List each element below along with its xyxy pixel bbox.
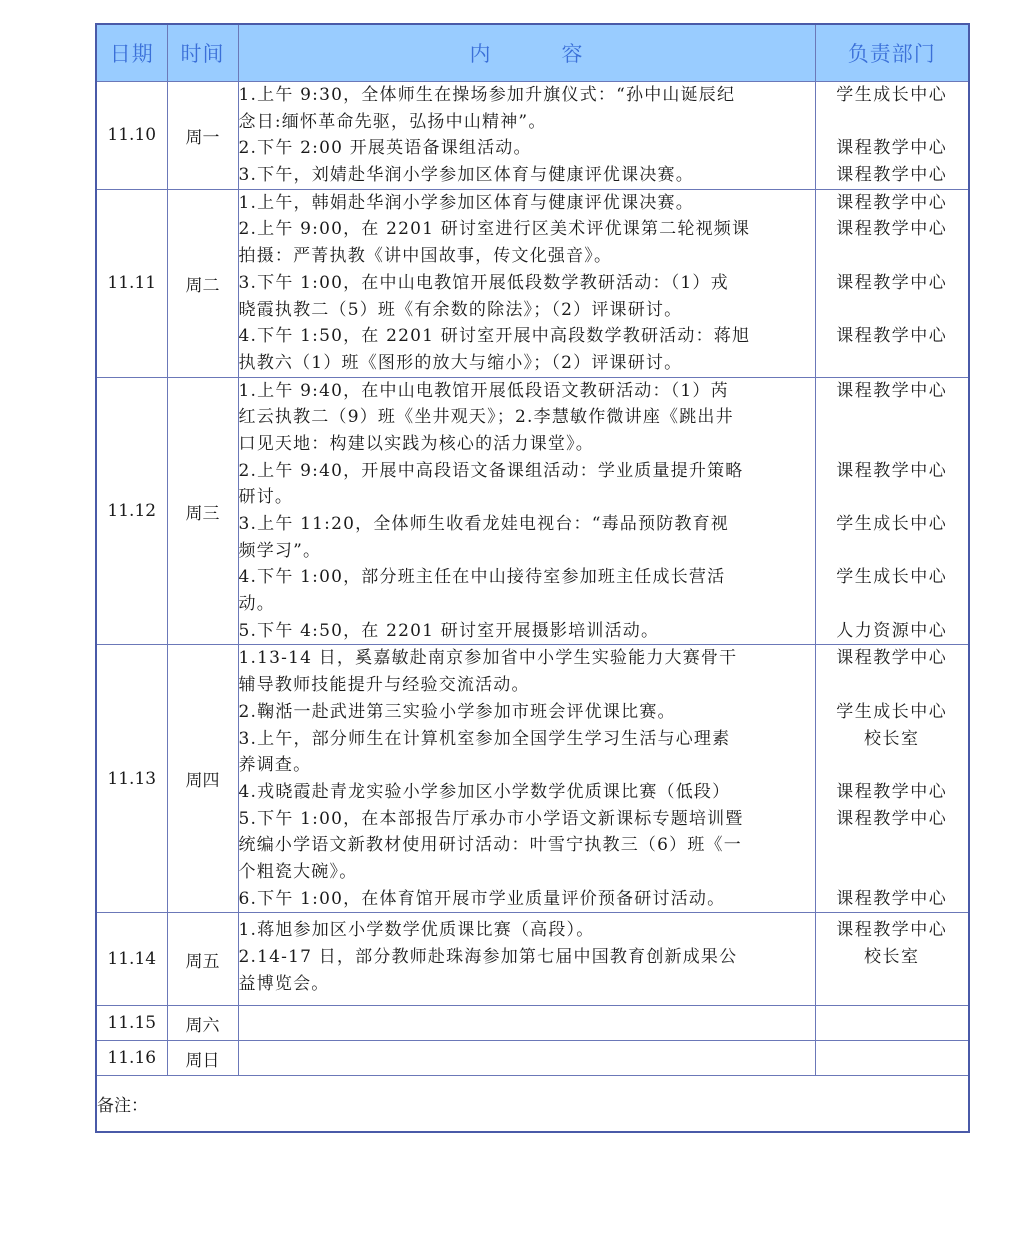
dept-line: 学生成长中心 xyxy=(836,85,948,105)
content-line: 频学习”。 xyxy=(238,540,322,561)
table-row xyxy=(96,377,969,645)
row-day: 周日 xyxy=(167,1041,238,1076)
dept-line: 课程教学中心 xyxy=(836,219,948,240)
dept-line: 课程教学中心 xyxy=(836,781,948,802)
content-line: 4.下午 1:00，部分班主任在中山接待室参加班主任成长营活 xyxy=(238,567,726,588)
content-line: 3.下午，刘婧赴华润小学参加区体育与健康评优课决赛。 xyxy=(238,165,694,186)
content-line: 4.下午 1:50，在 2201 研讨室开展中高段数学教研活动：蒋旭 xyxy=(238,326,751,347)
content-line: 1.上午，韩娟赴华润小学参加区体育与健康评优课决赛。 xyxy=(238,192,694,213)
content-line: 4.戎晓霞赴青龙实验小学参加区小学数学优质课比赛（低段） xyxy=(238,781,731,802)
content-line: 5.下午 1:00，在本部报告厅承办市小学语文新课标专题培训暨 xyxy=(238,808,744,829)
content-line: 5.下午 4:50，在 2201 研讨室开展摄影培训活动。 xyxy=(238,620,660,641)
header-dept: 负责部门 xyxy=(815,24,969,82)
content-line: 3.下午 1:00，在中山电教馆开展低段数学教研活动：（1）戎 xyxy=(238,272,729,293)
content-line: 红云执教二（9）班《坐井观天》；2.李慧敏作微讲座《跳出井 xyxy=(238,407,734,428)
content-line: 3.上午，部分师生在计算机室参加全国学生学习生活与心理素 xyxy=(238,728,731,749)
dept-line xyxy=(816,484,969,511)
row-date: 11.13 xyxy=(96,645,167,913)
header-day: 时间 xyxy=(167,24,238,82)
row-day: 周五 xyxy=(167,913,238,1006)
dept-line xyxy=(816,431,969,458)
dept-line: 学生成长中心 xyxy=(836,567,948,588)
row-day: 周一 xyxy=(167,82,238,190)
row-day: 周四 xyxy=(167,645,238,913)
content-line: 晓霞执教二（5）班《有余数的除法》；（2）评课研讨。 xyxy=(238,299,683,320)
row-content xyxy=(238,82,815,190)
dept-line: 人力资源中心 xyxy=(836,620,948,641)
row-day: 周三 xyxy=(167,377,238,645)
dept-line: 课程教学中心 xyxy=(836,648,948,669)
content-line: 执教六（1）班《图形的放大与缩小》；（2）评课研讨。 xyxy=(238,352,683,373)
content-line: 口见天地：构建以实践为核心的活力课堂》。 xyxy=(238,433,594,454)
table-row xyxy=(96,82,969,190)
content-line: 研讨。 xyxy=(238,487,294,508)
content-line: 辅导教师技能提升与经验交流活动。 xyxy=(238,675,530,696)
content-line: 动。 xyxy=(238,594,275,615)
table-row xyxy=(96,1006,969,1041)
dept-line xyxy=(816,243,969,270)
row-dept xyxy=(815,1041,969,1076)
dept-line: 课程教学中心 xyxy=(836,165,948,186)
row-dept xyxy=(815,1006,969,1041)
row-dept xyxy=(815,645,969,913)
row-content xyxy=(238,1006,815,1041)
content-line: 1.上午 9:40，在中山电教馆开展低段语文教研活动：（1）芮 xyxy=(238,380,729,401)
schedule-body xyxy=(96,82,969,1133)
notes-row xyxy=(96,1076,969,1133)
content-line: 养调查。 xyxy=(238,755,312,776)
row-date: 11.11 xyxy=(96,189,167,377)
row-dept xyxy=(815,82,969,190)
content-line: 拍摄：严菁执教《讲中国故事，传文化强音》。 xyxy=(238,246,613,267)
content-line: 3.上午 11:20，全体师生收看龙娃电视台：“毒品预防教育视 xyxy=(238,514,730,534)
content-line: 1.上午 9:30，全体师生在操场参加升旗仪式：“孙中山诞辰纪 xyxy=(238,85,736,105)
weekly-schedule-sheet xyxy=(95,23,968,1133)
dept-line: 课程教学中心 xyxy=(836,920,948,941)
dept-line xyxy=(816,297,969,324)
row-date: 11.10 xyxy=(96,82,167,190)
dept-line xyxy=(816,971,969,998)
row-content xyxy=(238,377,815,645)
row-date: 11.15 xyxy=(96,1006,167,1041)
content-line: 念日:缅怀革命先驱，弘扬中山精神”。 xyxy=(238,111,547,132)
dept-line: 校长室 xyxy=(864,728,920,749)
content-line: 1.13-14 日，奚嘉敏赴南京参加省中小学生实验能力大赛骨干 xyxy=(238,648,738,669)
row-content xyxy=(238,913,815,1006)
dept-line xyxy=(816,672,969,699)
table-row xyxy=(96,645,969,913)
table-row xyxy=(96,1041,969,1076)
dept-line: 课程教学中心 xyxy=(836,808,948,829)
dept-line: 课程教学中心 xyxy=(836,138,948,159)
dept-line: 学生成长中心 xyxy=(836,514,948,534)
dept-line xyxy=(816,832,969,859)
header-content-b: 容 xyxy=(561,42,584,66)
dept-line xyxy=(816,109,969,136)
dept-line xyxy=(816,538,969,565)
notes-label: 备注： xyxy=(96,1076,969,1133)
dept-line: 课程教学中心 xyxy=(836,380,948,401)
content-line: 2.上午 9:00，在 2201 研讨室进行区美术评优课第二轮视频课 xyxy=(238,219,751,240)
dept-line: 校长室 xyxy=(864,947,920,967)
dept-line xyxy=(816,752,969,779)
dept-line: 课程教学中心 xyxy=(836,272,948,293)
content-line: 2.上午 9:40，开展中高段语文备课组活动：学业质量提升策略 xyxy=(238,460,744,481)
dept-line xyxy=(816,404,969,431)
dept-line xyxy=(816,350,969,377)
content-line: 6.下午 1:00，在体育馆开展市学业质量评价预备研讨活动。 xyxy=(238,888,726,909)
row-content xyxy=(238,189,815,377)
header-row xyxy=(96,24,969,82)
row-dept xyxy=(815,913,969,1006)
content-line: 2.鞠湉一赴武进第三实验小学参加市班会评优课比赛。 xyxy=(238,701,676,722)
row-day: 周六 xyxy=(167,1006,238,1041)
dept-line xyxy=(816,859,969,886)
table-row xyxy=(96,189,969,377)
dept-line: 学生成长中心 xyxy=(836,701,948,722)
row-dept xyxy=(815,189,969,377)
row-content xyxy=(238,1041,815,1076)
dept-line: 课程教学中心 xyxy=(836,192,948,213)
dept-line xyxy=(816,591,969,618)
row-day: 周二 xyxy=(167,189,238,377)
dept-line: 课程教学中心 xyxy=(836,326,948,347)
content-line: 益博览会。 xyxy=(238,973,330,994)
dept-line: 课程教学中心 xyxy=(836,888,948,909)
dept-line: 课程教学中心 xyxy=(836,460,948,481)
content-line: 2.14-17 日，部分教师赴珠海参加第七届中国教育创新成果公 xyxy=(238,947,738,967)
row-date: 11.14 xyxy=(96,913,167,1006)
row-dept xyxy=(815,377,969,645)
table-row xyxy=(96,913,969,1006)
header-content-a: 内 xyxy=(469,42,492,66)
content-line: 1.蒋旭参加区小学数学优质课比赛（高段）。 xyxy=(238,920,595,941)
row-date: 11.16 xyxy=(96,1041,167,1076)
header-content xyxy=(238,24,815,82)
content-line: 2.下午 2:00 开展英语备课组活动。 xyxy=(238,138,532,159)
content-line: 统编小学语文新教材使用研讨活动：叶雪宁执教三（6）班《一 xyxy=(238,835,742,856)
row-date: 11.12 xyxy=(96,377,167,645)
row-content xyxy=(238,645,815,913)
content-line: 个粗瓷大碗》。 xyxy=(238,861,358,882)
header-date: 日期 xyxy=(96,24,167,82)
schedule-table xyxy=(95,23,970,1133)
